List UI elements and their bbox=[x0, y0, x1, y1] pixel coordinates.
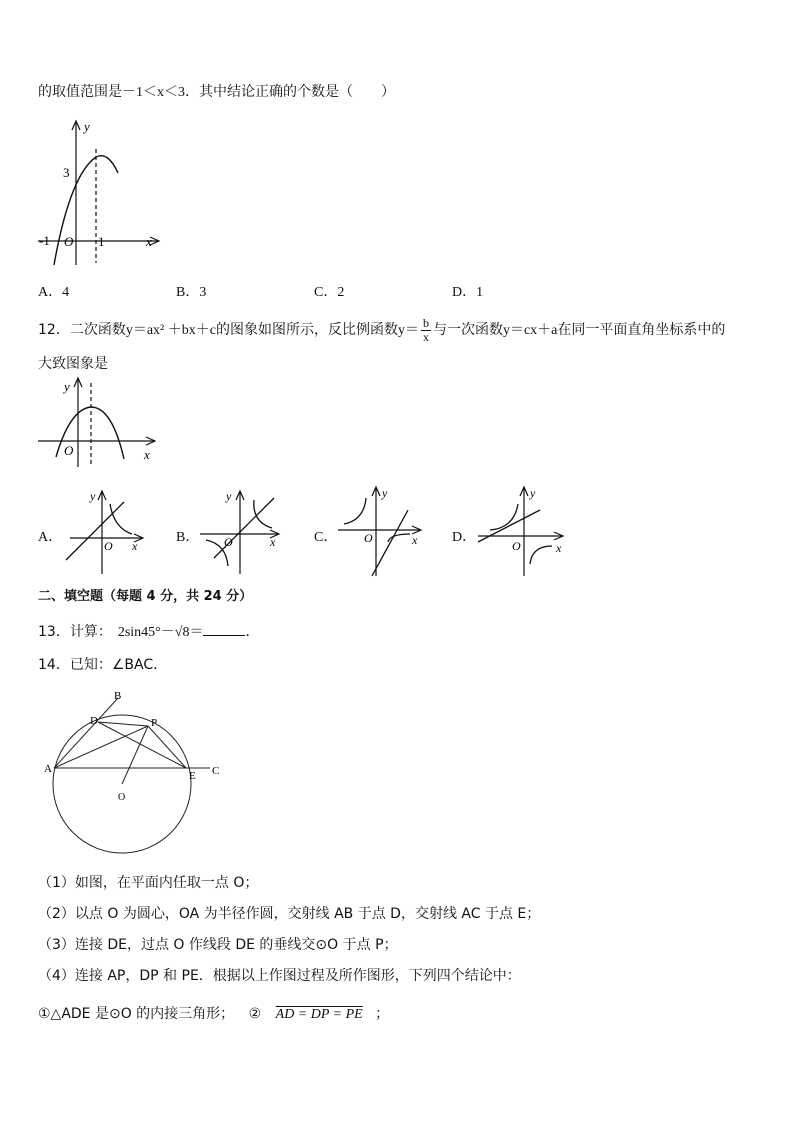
q12-expr-inv-prefix: y＝ bbox=[397, 323, 419, 338]
q12-text-a: 二次函数 bbox=[69, 322, 126, 338]
svg-text:O: O bbox=[364, 531, 373, 545]
q14-conclusion-1: ①△ADE 是⊙O 的内接三角形； bbox=[38, 1006, 235, 1022]
q14-circle-figure bbox=[40, 688, 230, 863]
q14-conclusions-line bbox=[38, 1005, 389, 1024]
section-title-fill-blank: 二、填空题（每题 4 分，共 24 分） bbox=[38, 589, 253, 604]
q11-option-d-letter: D． bbox=[452, 285, 477, 300]
q13-text: 计算： bbox=[69, 624, 112, 640]
q11-option-c-letter: C． bbox=[314, 285, 338, 300]
q14-label-o: O bbox=[118, 792, 126, 803]
q12-text-c: 与一次函数 bbox=[432, 322, 503, 338]
q11-option-b-value: 3 bbox=[199, 285, 207, 300]
q11-y-label: y bbox=[84, 119, 90, 134]
q12-option-d[interactable]: D． bbox=[452, 530, 477, 545]
q12-option-b-graph[interactable] bbox=[196, 488, 284, 576]
q12-question-line bbox=[38, 314, 725, 347]
q11-option-b-letter: B． bbox=[176, 285, 200, 300]
svg-text:y: y bbox=[226, 489, 232, 503]
q11-suffix: ．其中结论正确的个数是（ ） bbox=[185, 84, 395, 100]
q14-label-c: C bbox=[212, 765, 220, 777]
q12-origin: O bbox=[64, 443, 74, 458]
q11-range: －1＜x＜3 bbox=[122, 85, 185, 100]
q11-tick-3: 3 bbox=[63, 165, 70, 180]
q12-x-label: x bbox=[144, 447, 150, 462]
svg-text:O: O bbox=[512, 539, 521, 553]
q13-line bbox=[38, 621, 259, 642]
q14-conclusion-2-expr: AD = DP = PE bbox=[275, 1007, 363, 1022]
q12-text-b: 的图象如图所示，反比例函数 bbox=[215, 322, 398, 338]
q12-frac-den: x bbox=[422, 329, 429, 344]
q14-line bbox=[38, 656, 167, 674]
q12-option-b[interactable]: B． bbox=[176, 530, 200, 545]
q11-prefix: 的取值范围是 bbox=[38, 84, 122, 100]
q12-option-a[interactable]: A． bbox=[38, 530, 63, 545]
q11-option-d[interactable] bbox=[452, 281, 483, 301]
q11-tick-1: 1 bbox=[98, 234, 105, 249]
q11-option-c[interactable] bbox=[314, 281, 344, 301]
svg-text:x: x bbox=[556, 541, 562, 555]
q14-step-2: （2）以点 O 为圆心，OA 为半径作圆，交射线 AB 于点 D，交射线 AC 于点 E； bbox=[38, 906, 541, 922]
q11-option-b[interactable] bbox=[176, 281, 206, 301]
q12-expr-lin: y＝cx＋a bbox=[502, 323, 558, 338]
q12-y-label: y bbox=[64, 379, 70, 394]
q13-end: ． bbox=[245, 624, 260, 640]
q11-option-a-letter: A． bbox=[38, 285, 63, 300]
q14-label-a: A bbox=[44, 763, 52, 775]
svg-text:y: y bbox=[530, 486, 536, 500]
q13-expr: 2sin45°－√8＝ bbox=[117, 625, 204, 640]
q11-option-a-value: 4 bbox=[62, 285, 70, 300]
svg-text:x: x bbox=[132, 539, 138, 553]
q11-option-a[interactable] bbox=[38, 281, 69, 301]
q14-step-1: （1）如图，在平面内任取一点 O； bbox=[38, 875, 259, 891]
svg-text:O: O bbox=[104, 539, 113, 553]
q12-option-c-graph[interactable] bbox=[336, 484, 426, 578]
q14-number: 14． bbox=[38, 657, 70, 673]
svg-text:y: y bbox=[90, 489, 96, 503]
q11-tick-neg1: -1 bbox=[39, 233, 50, 248]
q14-label-d: D bbox=[90, 715, 98, 727]
q11-text-line bbox=[38, 83, 395, 102]
svg-text:x: x bbox=[412, 533, 418, 547]
q12-text-d: 在同一平面直角坐标系中的 bbox=[557, 322, 726, 338]
q12-fraction bbox=[421, 317, 431, 344]
q11-origin: O bbox=[64, 234, 74, 249]
q13-number: 13． bbox=[38, 624, 70, 640]
q13-answer-blank[interactable] bbox=[203, 621, 245, 636]
svg-text:O: O bbox=[224, 535, 233, 549]
svg-text:y: y bbox=[382, 486, 388, 500]
q11-x-label: x bbox=[146, 234, 152, 249]
q11-parabola-graph bbox=[30, 115, 170, 270]
q14-text: 已知：∠BAC． bbox=[69, 657, 168, 673]
q12-line2: 大致图象是 bbox=[38, 356, 108, 372]
q12-expr-quad: y＝ax² ＋bx＋c bbox=[125, 323, 216, 338]
q11-option-c-value: 2 bbox=[337, 285, 345, 300]
q14-label-e: E bbox=[189, 770, 196, 782]
q14-label-p: P bbox=[151, 717, 158, 729]
q12-option-a-graph[interactable] bbox=[62, 488, 146, 576]
q14-step-3: （3）连接 DE，过点 O 作线段 DE 的垂线交⊙O 于点 P； bbox=[38, 937, 398, 953]
q11-option-d-value: 1 bbox=[476, 285, 484, 300]
svg-text:x: x bbox=[270, 535, 276, 549]
q14-step-4: （4）连接 AP，DP 和 PE．根据以上作图过程及所作图形，下列四个结论中： bbox=[38, 968, 521, 984]
q12-parabola-graph bbox=[34, 375, 164, 470]
q12-option-d-graph[interactable] bbox=[474, 484, 568, 578]
q14-label-b: B bbox=[114, 690, 122, 702]
q12-frac-num: b bbox=[422, 315, 429, 330]
q14-conclusion-2-end: ； bbox=[375, 1006, 390, 1022]
q14-conclusion-2-label: ② bbox=[248, 1006, 262, 1022]
q12-option-c[interactable]: C． bbox=[314, 530, 338, 545]
q12-number: 12． bbox=[38, 322, 70, 338]
